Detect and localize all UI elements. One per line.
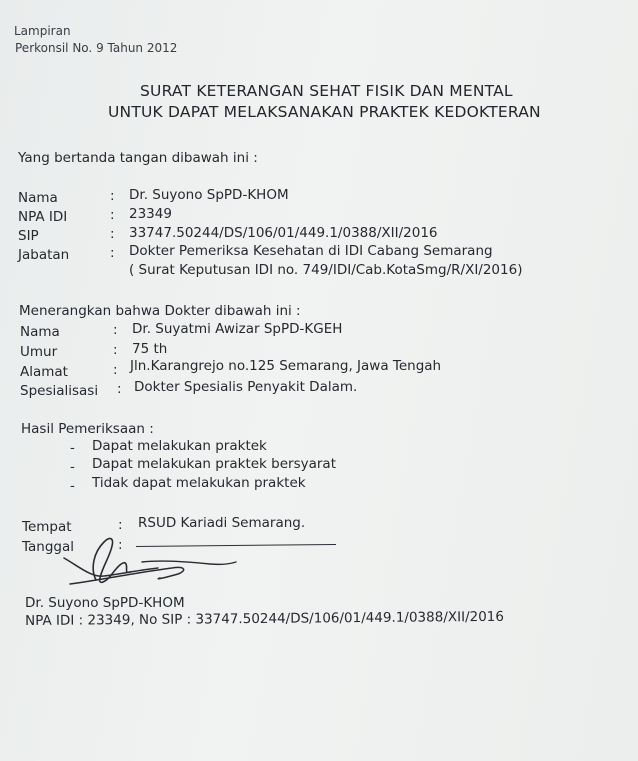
hasil-option-3: Tidak dapat melakukan praktek xyxy=(92,475,306,491)
lampiran-label: Lampiran xyxy=(14,24,71,38)
signer-sip-label: SIP xyxy=(18,228,39,244)
list-bullet: - xyxy=(70,440,75,456)
document-title-line1: SURAT KETERANGAN SEHAT FISIK DAN MENTAL xyxy=(140,82,513,100)
subject-intro-text: Menerangkan bahwa Dokter dibawah ini : xyxy=(19,303,301,319)
colon: : xyxy=(110,188,115,204)
tanggal-label: Tanggal xyxy=(22,539,75,555)
perkonsil-label: Perkonsil No. 9 Tahun 2012 xyxy=(15,41,178,55)
colon: : xyxy=(110,207,115,223)
tempat-label: Tempat xyxy=(22,519,72,535)
signer-jabatan-value: Dokter Pemeriksa Kesehatan di IDI Cabang Semarang xyxy=(129,243,493,259)
signer-jabatan-label: Jabatan xyxy=(18,247,70,263)
subject-alamat-label: Alamat xyxy=(20,364,68,380)
colon: : xyxy=(118,517,123,533)
colon: : xyxy=(110,226,115,242)
subject-nama-value: Dr. Suyatmi Awizar SpPD-KGEH xyxy=(132,321,343,337)
tempat-value: RSUD Kariadi Semarang. xyxy=(138,515,306,531)
colon: : xyxy=(113,362,118,378)
footer-signer-ids: NPA IDI : 23349, No SIP : 33747.50244/DS/106/01/449.1/0388/XII/2016 xyxy=(25,608,505,629)
signer-jabatan-decree: ( Surat Keputusan IDI no. 749/IDI/Cab.KotaSmg/R/XI/2016) xyxy=(129,262,523,278)
hasil-label: Hasil Pemeriksaan : xyxy=(21,421,154,437)
colon: : xyxy=(110,245,115,261)
colon: : xyxy=(118,537,123,553)
hasil-option-1: Dapat melakukan praktek xyxy=(92,438,267,454)
colon: : xyxy=(113,322,118,338)
colon: : xyxy=(117,381,122,397)
subject-umur-value: 75 th xyxy=(132,341,168,357)
subject-spesialisasi-label: Spesialisasi xyxy=(20,383,99,399)
document-title-line2: UNTUK DAPAT MELAKSANAKAN PRAKTEK KEDOKTERAN xyxy=(108,103,541,121)
signature-image xyxy=(60,530,240,592)
subject-alamat-value: Jln.Karangrejo no.125 Semarang, Jawa Tengah xyxy=(130,358,442,374)
list-bullet: - xyxy=(70,459,75,475)
signer-npa-value: 23349 xyxy=(129,206,172,222)
list-bullet: - xyxy=(70,478,75,494)
colon: : xyxy=(113,342,118,358)
subject-spesialisasi-value: Dokter Spesialis Penyakit Dalam. xyxy=(134,379,358,395)
signer-sip-value: 33747.50244/DS/106/01/449.1/0388/XII/2016 xyxy=(129,225,438,241)
footer-signer-name: Dr. Suyono SpPD-KHOM xyxy=(25,595,185,611)
subject-umur-label: Umur xyxy=(20,344,58,360)
intro-text: Yang bertanda tangan dibawah ini : xyxy=(18,150,258,166)
hasil-option-2: Dapat melakukan praktek bersyarat xyxy=(92,456,336,472)
signer-nama-value: Dr. Suyono SpPD-KHOM xyxy=(129,187,289,203)
signer-npa-label: NPA IDI xyxy=(18,209,68,225)
subject-nama-label: Nama xyxy=(20,324,60,340)
signer-nama-label: Nama xyxy=(18,190,58,206)
